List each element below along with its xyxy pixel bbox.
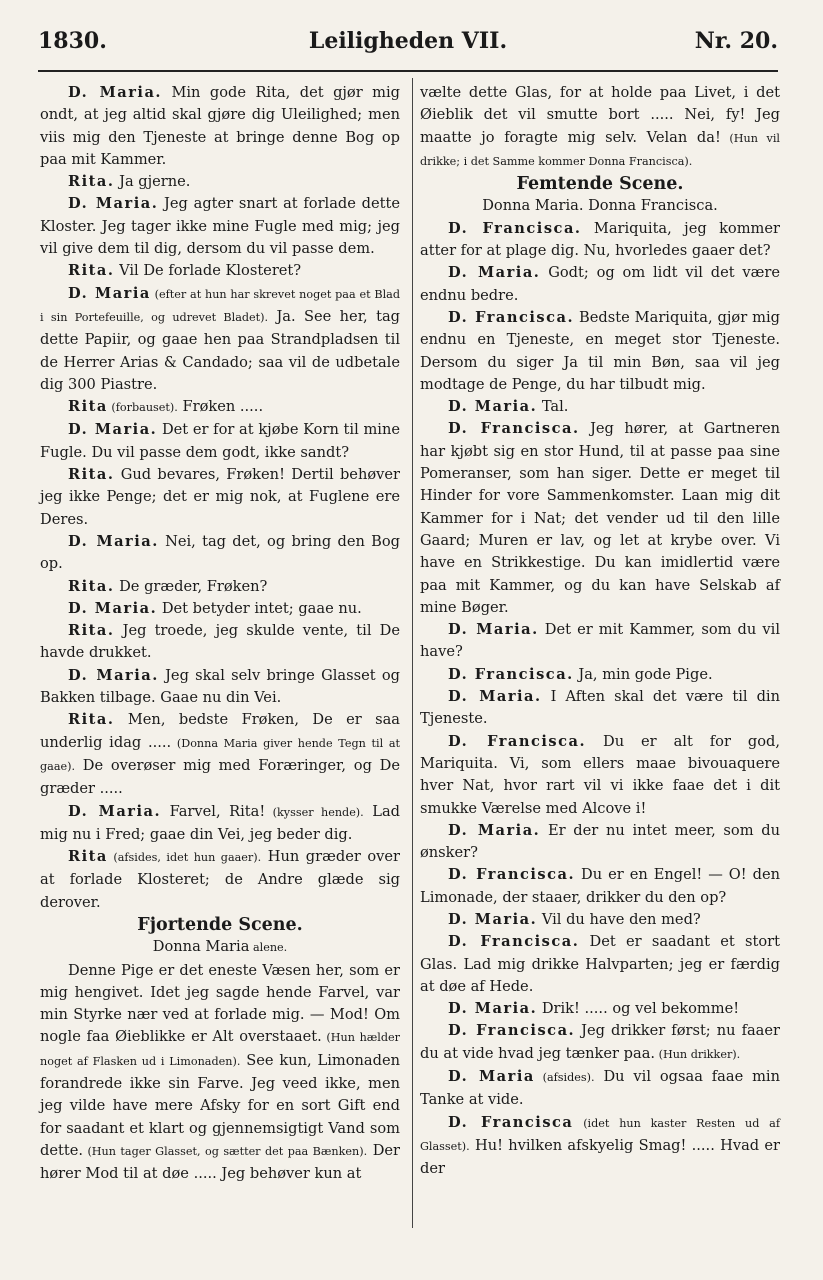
dialogue: Ja. See her, tag dette Papiir, og gaae hen paa Strandpladsen til de Herrer Arias & Candado; saa vil de udbetale dig 300 Piastre.: [40, 307, 400, 393]
dialogue: Gud bevares, Frøken! Dertil behøver jeg ikke Penge; det er mig nok, at Fuglene ere Deres.: [40, 466, 400, 528]
stage-direction: (Hun hælder noget af Flasken ud i Limonaden).: [40, 1031, 400, 1068]
stage-direction: (efter at hun har skrevet noget paa et Blad i sin Portefeuille, og udrevet Bladet).: [40, 287, 400, 324]
speaker: Rita.: [68, 577, 115, 595]
paragraph: [40, 171, 400, 193]
speaker: D. Maria: [448, 1068, 535, 1086]
speaker: D. Francisca.: [448, 420, 580, 438]
stage-direction: (idet hun kaster Resten ud af Glasset).: [420, 1116, 780, 1153]
paragraph: [420, 731, 780, 820]
paragraph: [420, 307, 780, 396]
dialogue: Jeg hører, at Gartneren har kjøbt sig en stor Hund, til at passe paa sine Pomeranser, som han siger. Dette er meget til Hinder for vore Sammenkomster. Laan mig dit Kammer for i Nat; det vender ud til den lille Gaard; Muren er lav, og let at krybe over. Vi have en Strikkestige. Du kan imidlertid være paa mit Kammer, og du kan have Selskab af mine Bøger.: [420, 420, 780, 616]
dialogue: Mariquita, jeg kommer atter for at plage dig. Nu, hvorledes gaaer det?: [420, 219, 780, 260]
paragraph: [40, 846, 400, 914]
paragraph: [420, 82, 780, 173]
dialogue: vælte dette Glas, for at holde paa Livet, i det Øieblik det vil smutte bort ..... Nei, fy! Jeg maatte jo foragte mig selv. Velan da!: [420, 84, 780, 146]
dialogue: Du er en Engel! — O! den Limonade, der staaer, drikker du den op?: [420, 866, 780, 906]
speaker: Rita.: [68, 262, 115, 280]
paragraph: [420, 1066, 780, 1112]
dialogue: Det betyder intet; gaae nu.: [157, 599, 362, 617]
speaker: D. Maria.: [448, 398, 538, 416]
speaker: D. Maria.: [68, 195, 159, 213]
dialogue: Hun græder over at forlade Klosteret; de Andre glæde sig derover.: [40, 848, 400, 911]
dialogue: De græder, Frøken?: [114, 577, 268, 595]
speaker: D. Maria.: [68, 421, 158, 439]
scene-heading: Femtende Scene.: [516, 174, 684, 195]
paragraph: [420, 909, 780, 931]
header-year: 1830.: [38, 28, 107, 54]
dialogue: Vil du have den med?: [537, 910, 701, 928]
dialogue: Denne Pige er det eneste Væsen her, som er mig hengivet. Idet jeg sagde hende Farvel, var min Styrke nær ved at forlade mig. — Mod! Om nogle faa Øieblikke er Alt overstaaet.: [40, 961, 400, 1046]
paragraph: [420, 619, 780, 664]
speaker: D. Maria.: [68, 802, 162, 820]
paragraph: [40, 193, 400, 260]
speaker: D. Francisca.: [448, 732, 587, 750]
speaker: D. Francisca.: [448, 219, 582, 237]
dialogue: I Aften skal det være til din Tjeneste.: [420, 688, 780, 728]
speaker: Rita.: [68, 173, 115, 191]
scene-persons: [40, 936, 400, 959]
dialogue: Jeg agter snart at forlade dette Kloster. Jeg tager ikke mine Fugle med mig; jeg vil give dem til dig, dersom du vil passe dem.: [40, 195, 400, 258]
paragraph: [40, 419, 400, 464]
paragraph: [40, 283, 400, 396]
dialogue: Lad mig nu i Fred; gaae din Vei, jeg beder dig.: [40, 802, 400, 843]
paragraph: [420, 1020, 780, 1066]
dialogue: Du vil ogsaa faae min Tanke at vide.: [420, 1068, 780, 1109]
left-column: [40, 82, 400, 1186]
paragraph: [420, 664, 780, 686]
speaker: D. Maria.: [68, 599, 158, 617]
speaker: D. Maria.: [448, 688, 542, 706]
dialogue: Jeg drikker først; nu faaer du at vide hvad jeg tænker paa.: [420, 1022, 780, 1062]
stage-direction: (afsides).: [534, 1071, 595, 1085]
paragraph: [40, 960, 400, 1186]
dialogue: De overøser mig med Foræringer, og De græder .....: [40, 756, 400, 798]
dialogue: Jeg skal selv bringe Glasset og Bakken tilbage. Gaae nu din Vei.: [40, 666, 400, 707]
person-name: Donna Maria: [152, 938, 250, 956]
dialogue: Er der nu intet meer, som du ønsker?: [420, 821, 780, 862]
dialogue: Ja gjerne.: [114, 173, 191, 191]
paragraph: [40, 620, 400, 665]
dialogue: See kun, Limonaden forandrede ikke sin Farve. Jeg veed ikke, men jeg vilde have mere Afsky for en sort Gift end for saadant et klart og gjennemsigtigt Vand som dette.: [40, 1051, 400, 1159]
speaker: D. Maria.: [448, 1000, 538, 1018]
paragraph: [40, 82, 400, 171]
dialogue: Drik! ..... og vel bekomme!: [537, 1000, 740, 1018]
paragraph: [420, 218, 780, 263]
paragraph: [40, 464, 400, 531]
speaker: D. Maria.: [448, 621, 539, 639]
paragraph: [420, 396, 780, 418]
speaker: D. Francisca.: [448, 1022, 576, 1040]
header-title: Leiligheden VII.: [308, 28, 508, 54]
paragraph: [40, 576, 400, 598]
paragraph: [420, 686, 780, 731]
speaker: D. Maria: [68, 284, 151, 302]
speaker: Rita: [68, 398, 108, 416]
paragraph: [420, 820, 780, 865]
dialogue: Bedste Mariquita, gjør mig endnu en Tjeneste, en meget stor Tjeneste. Dersom du siger Ja til min Bøn, saa vil jeg modtage de Penge, du har tilbudt mig.: [420, 308, 780, 393]
dialogue: Du er alt for god, Mariquita. Vi, som ellers maae bivouaquere hver Nat, hvor rart vil vi ikke faae det i dit smukke Værelse med Alcove i!: [420, 732, 780, 817]
dialogue: Jeg troede, jeg skulde vente, til De havde drukket.: [40, 622, 400, 662]
speaker: Rita.: [68, 466, 115, 484]
dialogue: Min gode Rita, det gjør mig ondt, at jeg altid skal gjøre dig Uleilighed; men viis mig den Tjeneste at bringe denne Bog op paa mit Kammer.: [40, 84, 400, 168]
paragraph: [420, 418, 780, 619]
scene-persons: Donna Maria. Donna Francisca.: [482, 197, 718, 215]
stage-direction: (Hun tager Glasset, og sætter det paa Bænken).: [82, 1144, 368, 1158]
header-number: Nr. 20.: [694, 28, 778, 54]
dialogue: Hu! hvilken afskyelig Smag! ..... Hvad er der: [420, 1136, 780, 1178]
dialogue: Vil De forlade Klosteret?: [114, 262, 302, 280]
stage-direction: (Donna Maria giver hende Tegn til at gaae).: [40, 736, 400, 773]
dialogue: Frøken .....: [177, 398, 264, 416]
dialogue: Det er mit Kammer, som du vil have?: [420, 621, 780, 661]
paragraph: [420, 864, 780, 909]
paragraph: [40, 396, 400, 419]
paragraph: [40, 531, 400, 576]
stage-direction: (kysser hende).: [265, 805, 364, 819]
speaker: Rita.: [68, 711, 115, 729]
dialogue: Der hører Mod til at døe ..... Jeg behøver kun at: [40, 1141, 401, 1183]
paragraph: [420, 998, 780, 1020]
stage-direction: alene.: [249, 941, 288, 955]
speaker: Rita: [68, 848, 108, 866]
right-column: [420, 82, 780, 1181]
speaker: D. Maria.: [68, 666, 159, 684]
dialogue: Tal.: [537, 398, 569, 416]
speaker: Rita.: [68, 622, 115, 640]
dialogue: Ja, min gode Pige.: [573, 665, 713, 683]
speaker: D. Maria.: [448, 821, 541, 839]
paragraph: [420, 1112, 780, 1181]
paragraph: [40, 801, 400, 847]
dialogue: Farvel, Rita!: [161, 802, 266, 820]
speaker: D. Francisca.: [448, 308, 575, 326]
dialogue: Nei, tag det, og bring den Bog op.: [40, 532, 400, 573]
paragraph: [40, 260, 400, 282]
column-divider: [412, 78, 413, 1228]
stage-direction: (Hun drikker).: [655, 1047, 741, 1061]
header-rule: [38, 70, 778, 72]
scene-heading: Fjortende Scene.: [137, 914, 303, 935]
speaker: D. Maria.: [68, 84, 162, 101]
paragraph: [40, 598, 400, 620]
speaker: D. Maria.: [448, 910, 538, 928]
speaker: D. Francisca.: [448, 933, 580, 951]
speaker: D. Francisca.: [448, 665, 574, 683]
paragraph: [40, 709, 400, 800]
speaker: D. Maria.: [448, 264, 541, 282]
dialogue: Godt; og om lidt vil det være endnu bedre.: [420, 264, 780, 304]
paragraph: [420, 931, 780, 998]
paragraph: [420, 262, 780, 307]
dialogue: Men, bedste Frøken, De er saa underlig idag .....: [40, 711, 400, 751]
speaker: D. Francisca.: [448, 866, 576, 884]
stage-direction: (Hun vil drikke; i det Samme kommer Donna Francisca).: [420, 131, 780, 168]
stage-direction: (forbauset).: [107, 401, 178, 415]
paragraph: [40, 665, 400, 710]
speaker: D. Maria.: [68, 532, 159, 550]
dialogue: Det er for at kjøbe Korn til mine Fugle. Du vil passe dem godt, ikke sandt?: [40, 421, 400, 461]
speaker: D. Francisca: [448, 1113, 574, 1131]
dialogue: Det er saadant et stort Glas. Lad mig drikke Halvparten; jeg er færdig at døe af Hede.: [420, 933, 780, 995]
running-header: [38, 26, 778, 66]
stage-direction: (afsides, idet hun gaaer).: [107, 851, 262, 865]
